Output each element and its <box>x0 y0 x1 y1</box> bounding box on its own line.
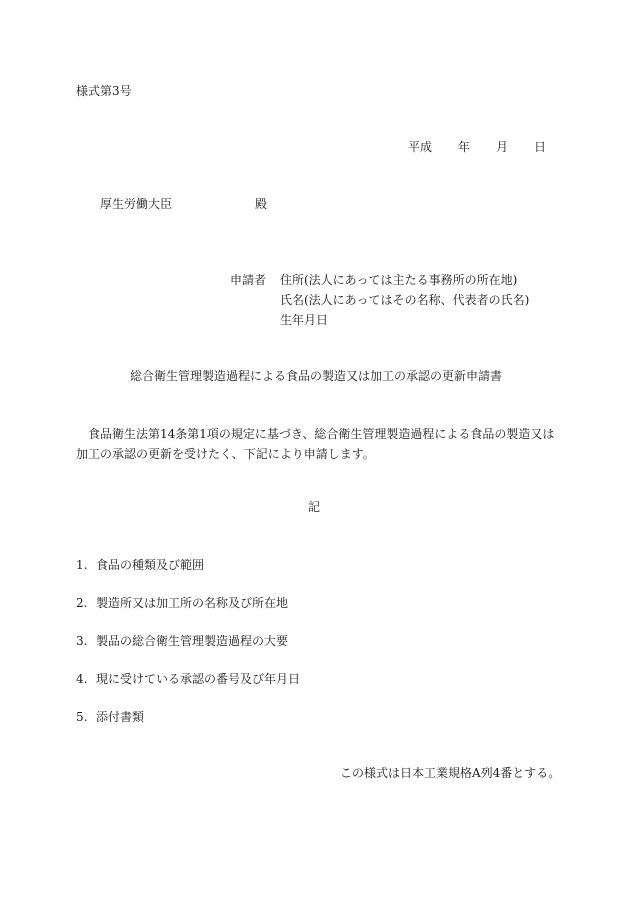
date-line <box>408 139 546 155</box>
date-month: 月 <box>496 140 509 154</box>
list-item-text: 製造所又は加工所の名称及び所在地 <box>96 596 289 610</box>
list-item-number: 5. <box>76 710 88 724</box>
form-number: 様式第3号 <box>76 84 132 98</box>
applicant-birthdate: 生年月日 <box>280 313 329 327</box>
applicant-address: 住所(法人にあっては主たる事務所の所在地) <box>280 273 518 287</box>
list-item <box>76 595 288 611</box>
list-item-text: 添付書類 <box>96 710 145 724</box>
addressee-honorific: 殿 <box>255 197 268 211</box>
list-item <box>76 709 144 725</box>
list-item-number: 1. <box>76 558 88 572</box>
addressee-name: 厚生労働大臣 <box>100 197 173 211</box>
list-item <box>76 633 288 649</box>
body-paragraph: 食品衛生法第14条第1項の規定に基づき、総合衛生管理製造過程による食品の製造又は加工の承認の更新を受けたく、下記により申請します。 <box>76 427 555 461</box>
footnote: この様式は日本工業規格A列4番とする。 <box>340 766 561 780</box>
list-item-text: 食品の種類及び範囲 <box>96 558 205 572</box>
applicant-label: 申請者 <box>230 273 267 287</box>
date-day: 日 <box>534 140 547 154</box>
list-item <box>76 671 300 687</box>
list-item-number: 4. <box>76 672 88 686</box>
list-item <box>76 557 204 573</box>
date-era: 平成 <box>408 140 433 154</box>
ki-heading: 記 <box>308 500 321 514</box>
list-item-number: 3. <box>76 634 88 648</box>
list-item-text: 製品の総合衛生管理製造過程の大要 <box>96 634 289 648</box>
list-item-number: 2. <box>76 596 88 610</box>
applicant-name: 氏名(法人にあってはその名称、代表者の氏名) <box>280 293 530 307</box>
document-title: 総合衛生管理製造過程による食品の製造又は加工の承認の更新申請書 <box>130 369 503 383</box>
date-year: 年 <box>458 140 471 154</box>
list-item-text: 現に受けている承認の番号及び年月日 <box>96 672 301 686</box>
